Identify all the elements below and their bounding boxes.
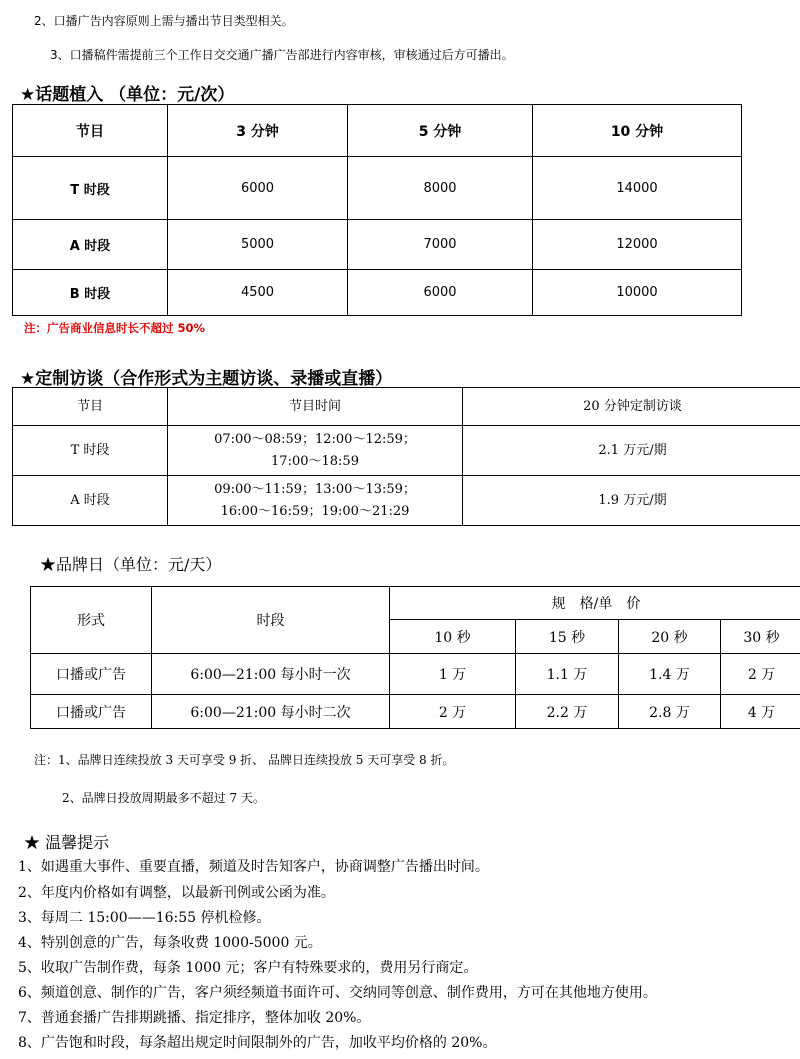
- tip-item: 6、频道创意、制作的广告，客户须经频道书面许可、交纳同等创意、制作费用，方可在其他地方使用。: [18, 985, 657, 1001]
- topic-note: 注：广告商业信息时长不超过 50%: [24, 321, 206, 335]
- time-cell: 6:00—21:00 每小时一次: [152, 654, 390, 695]
- tip-item: 1、如遇重大事件、重要直播，频道及时告知客户，协商调整广告播出时间。: [18, 859, 489, 875]
- subheader-cell: 15 秒: [516, 620, 619, 654]
- row-label: T 时段: [13, 157, 168, 220]
- table-row: [13, 157, 742, 220]
- interview-section-title: ★定制访谈（合作形式为主题访谈、录播或直播）: [20, 369, 393, 389]
- header-cell: 时段: [152, 587, 390, 654]
- header-cell: 10 分钟: [533, 105, 742, 157]
- price-cell: 2.2 万: [516, 695, 619, 729]
- price-cell: 4 万: [721, 695, 800, 729]
- tip-item: 3、每周二 15:00——16:55 停机检修。: [18, 910, 271, 926]
- interview-price-table: [12, 387, 800, 526]
- time-cell: [168, 476, 463, 526]
- header-cell: 3 分钟: [168, 105, 348, 157]
- brand-section-title: ★品牌日（单位：元/天）: [40, 555, 222, 574]
- table-row: [13, 476, 800, 526]
- topic-price-table: [12, 104, 742, 316]
- tip-item: 4、特别创意的广告，每条收费 1000-5000 元。: [18, 935, 322, 951]
- price-cell: 4500: [168, 270, 348, 316]
- tip-item: 2、年度内价格如有调整，以最新刊例或公函为准。: [18, 885, 335, 901]
- price-cell: 6000: [168, 157, 348, 220]
- price-cell: 7000: [348, 220, 533, 270]
- time-cell: 6:00—21:00 每小时二次: [152, 695, 390, 729]
- subheader-cell: 30 秒: [721, 620, 800, 654]
- brand-price-table: [30, 586, 800, 729]
- table-row: [13, 220, 742, 270]
- brand-note-2: 2、品牌日投放周期最多不超过 7 天。: [62, 791, 265, 805]
- intro-line-3: 3、口播稿件需提前三个工作日交交通广播广告部进行内容审核，审核通过后方可播出。: [50, 48, 514, 62]
- topic-section-title: ★话题植入 （单位：元/次）: [20, 85, 235, 105]
- header-cell: 5 分钟: [348, 105, 533, 157]
- row-label: 口播或广告: [31, 654, 152, 695]
- table-row: [13, 270, 742, 316]
- price-cell: 1.1 万: [516, 654, 619, 695]
- brand-note-1: 注：1、品牌日连续投放 3 天可享受 9 折、 品牌日连续投放 5 天可享受 8 折。: [34, 753, 455, 767]
- subheader-cell: 20 秒: [619, 620, 721, 654]
- header-cell: 节目: [13, 105, 168, 157]
- time-line: 17:00～18:59: [271, 453, 359, 469]
- time-line: 16:00～16:59；19:00～21:29: [220, 503, 410, 519]
- table-row: [31, 654, 800, 695]
- price-cell: 10000: [533, 270, 742, 316]
- price-cell: 2.8 万: [619, 695, 721, 729]
- table-row: [13, 426, 800, 476]
- price-cell: 14000: [533, 157, 742, 220]
- table-header-row: [13, 105, 742, 157]
- price-cell: 1.4 万: [619, 654, 721, 695]
- price-cell: 6000: [348, 270, 533, 316]
- time-line: 09:00～11:59；13:00～13:59；: [214, 481, 416, 497]
- table-header-row: [31, 587, 800, 620]
- row-label: A 时段: [13, 476, 168, 526]
- header-cell: 20 分钟定制访谈: [463, 388, 800, 426]
- price-cell: 2 万: [390, 695, 516, 729]
- price-cell: 8000: [348, 157, 533, 220]
- price-cell: 1.9 万元/期: [463, 476, 800, 526]
- header-cell: 形式: [31, 587, 152, 654]
- row-label: B 时段: [13, 270, 168, 316]
- price-cell: 1 万: [390, 654, 516, 695]
- row-label: A 时段: [13, 220, 168, 270]
- time-line: 07:00～08:59；12:00～12:59；: [214, 431, 416, 447]
- price-cell: 5000: [168, 220, 348, 270]
- row-label: T 时段: [13, 426, 168, 476]
- table-header-row: [13, 388, 800, 426]
- price-cell: 12000: [533, 220, 742, 270]
- header-cell: 节目: [13, 388, 168, 426]
- tips-section-title: ★ 温馨提示: [24, 833, 110, 852]
- header-cell: 节目时间: [168, 388, 463, 426]
- price-cell: 2 万: [721, 654, 800, 695]
- price-cell: 2.1 万元/期: [463, 426, 800, 476]
- intro-line-2: 2、口播广告内容原则上需与播出节目类型相关。: [34, 14, 294, 28]
- header-cell: 规 格/单 价: [390, 587, 800, 620]
- tip-item: 8、广告饱和时段，每条超出规定时间限制外的广告，加收平均价格的 20%。: [18, 1035, 497, 1051]
- table-row: [31, 695, 800, 729]
- time-cell: [168, 426, 463, 476]
- subheader-cell: 10 秒: [390, 620, 516, 654]
- row-label: 口播或广告: [31, 695, 152, 729]
- tip-item: 5、收取广告制作费，每条 1000 元；客户有特殊要求的，费用另行商定。: [18, 960, 478, 976]
- tip-item: 7、普通套播广告排期跳播、指定排序，整体加收 20%。: [18, 1010, 371, 1026]
